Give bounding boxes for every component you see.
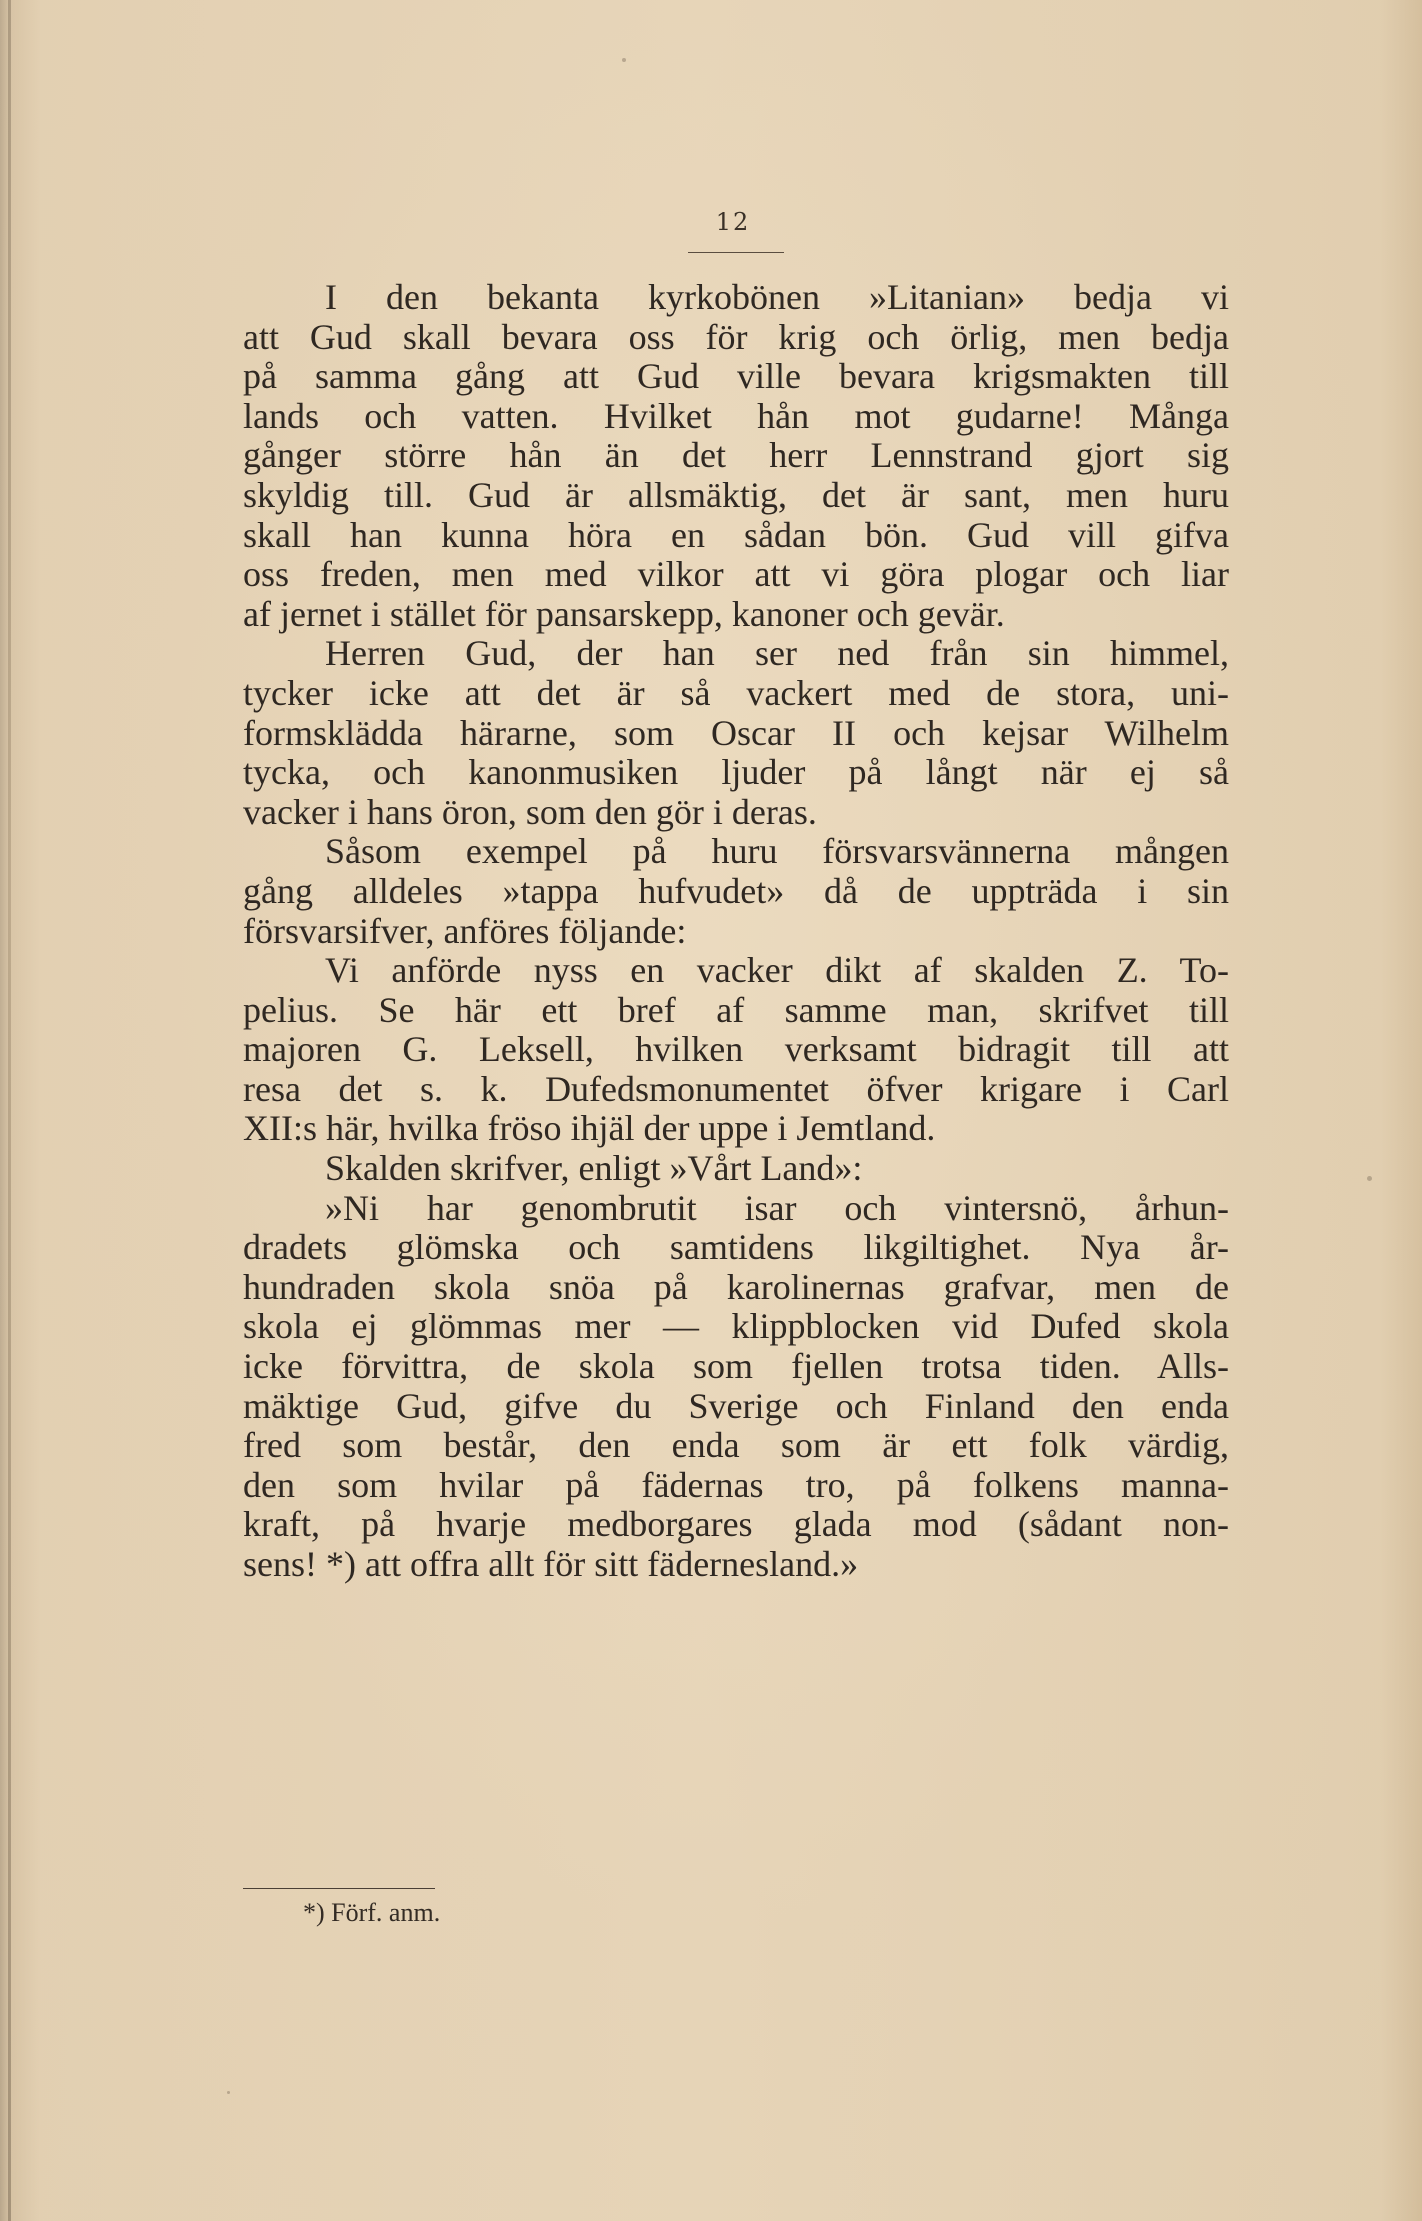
text-line: pelius. Se här ett bref af samme man, skrifvet till — [243, 989, 1229, 1030]
text-line: tycka, och kanonmusiken ljuder på långt när ej så — [243, 752, 1229, 793]
footnote: *) Förf. anm. — [303, 1898, 441, 1927]
text-line: hundraden skola snöa på karolinernas grafvar, men de — [243, 1266, 1229, 1307]
text-line: försvarsifver, anföres följande: — [243, 910, 687, 951]
page-edge — [8, 0, 11, 2221]
text-line: skola ej glömmas mer — klippblocken vid Dufed skola — [243, 1306, 1229, 1347]
text-line: formsklädda härarne, som Oscar II och kejsar Wilhelm — [243, 712, 1229, 753]
text-line: »Ni har genombrutit isar och vintersnö, århun- — [325, 1187, 1229, 1228]
text-line: oss freden, men med vilkor att vi göra plogar och liar — [243, 554, 1229, 595]
paper-speck — [227, 2091, 230, 2094]
body-text — [243, 278, 1229, 1585]
text-line: XII:s här, hvilka fröso ihjäl der uppe i Jemtland. — [243, 1108, 936, 1149]
text-line: tycker icke att det är så vackert med de stora, uni- — [243, 672, 1229, 713]
paper-speck — [1367, 1176, 1372, 1181]
text-line: att Gud skall bevara oss för krig och örlig, men bedja — [243, 316, 1229, 357]
page-number-rule — [688, 252, 784, 253]
text-line: lands och vatten. Hvilket hån mot gudarne! Många — [243, 395, 1229, 436]
text-line: Såsom exempel på huru försvarsvännerna mången — [325, 831, 1229, 872]
text-line: Vi anförde nyss en vacker dikt af skalden Z. To- — [325, 950, 1229, 991]
text-line: gånger större hån än det herr Lennstrand gjort sig — [243, 435, 1229, 476]
text-line: majoren G. Leksell, hvilken verksamt bidragit till att — [243, 1029, 1229, 1070]
text-line: I den bekanta kyrkobönen »Litanian» bedja vi — [325, 277, 1229, 317]
text-line: sens! *) att offra allt för sitt fädernesland.» — [243, 1544, 859, 1584]
text-line: skyldig till. Gud är allsmäktig, det är sant, men huru — [243, 474, 1229, 515]
text-line: icke förvittra, de skola som fjellen trotsa tiden. Alls- — [243, 1346, 1229, 1387]
text-line: på samma gång att Gud ville bevara krigsmakten till — [243, 356, 1229, 397]
text-line: gång alldeles »tappa hufvudet» då de uppträda i sin — [243, 870, 1229, 911]
text-line: den som hvilar på fädernas tro, på folkens manna- — [243, 1464, 1229, 1505]
text-line: af jernet i stället för pansarskepp, kanoner och gevär. — [243, 593, 1005, 634]
text-line: fred som består, den enda som är ett folk värdig, — [243, 1425, 1229, 1466]
text-line: mäktige Gud, gifve du Sverige och Finland den enda — [243, 1385, 1229, 1426]
text-line: kraft, på hvarje medborgares glada mod (sådant non- — [243, 1504, 1229, 1545]
text-line: Herren Gud, der han ser ned från sin himmel, — [325, 633, 1229, 674]
text-line: vacker i hans öron, som den gör i deras. — [243, 791, 817, 832]
footnote-rule — [243, 1888, 435, 1889]
page-number: 12 — [715, 208, 751, 236]
text-line: Skalden skrifver, enligt »Vårt Land»: — [325, 1148, 863, 1189]
text-line: skall han kunna höra en sådan bön. Gud vill gifva — [243, 514, 1229, 555]
text-line: resa det s. k. Dufedsmonumentet öfver krigare i Carl — [243, 1068, 1229, 1109]
text-line: dradets glömska och samtidens likgiltighet. Nya år- — [243, 1227, 1229, 1268]
paper-speck — [622, 58, 626, 62]
